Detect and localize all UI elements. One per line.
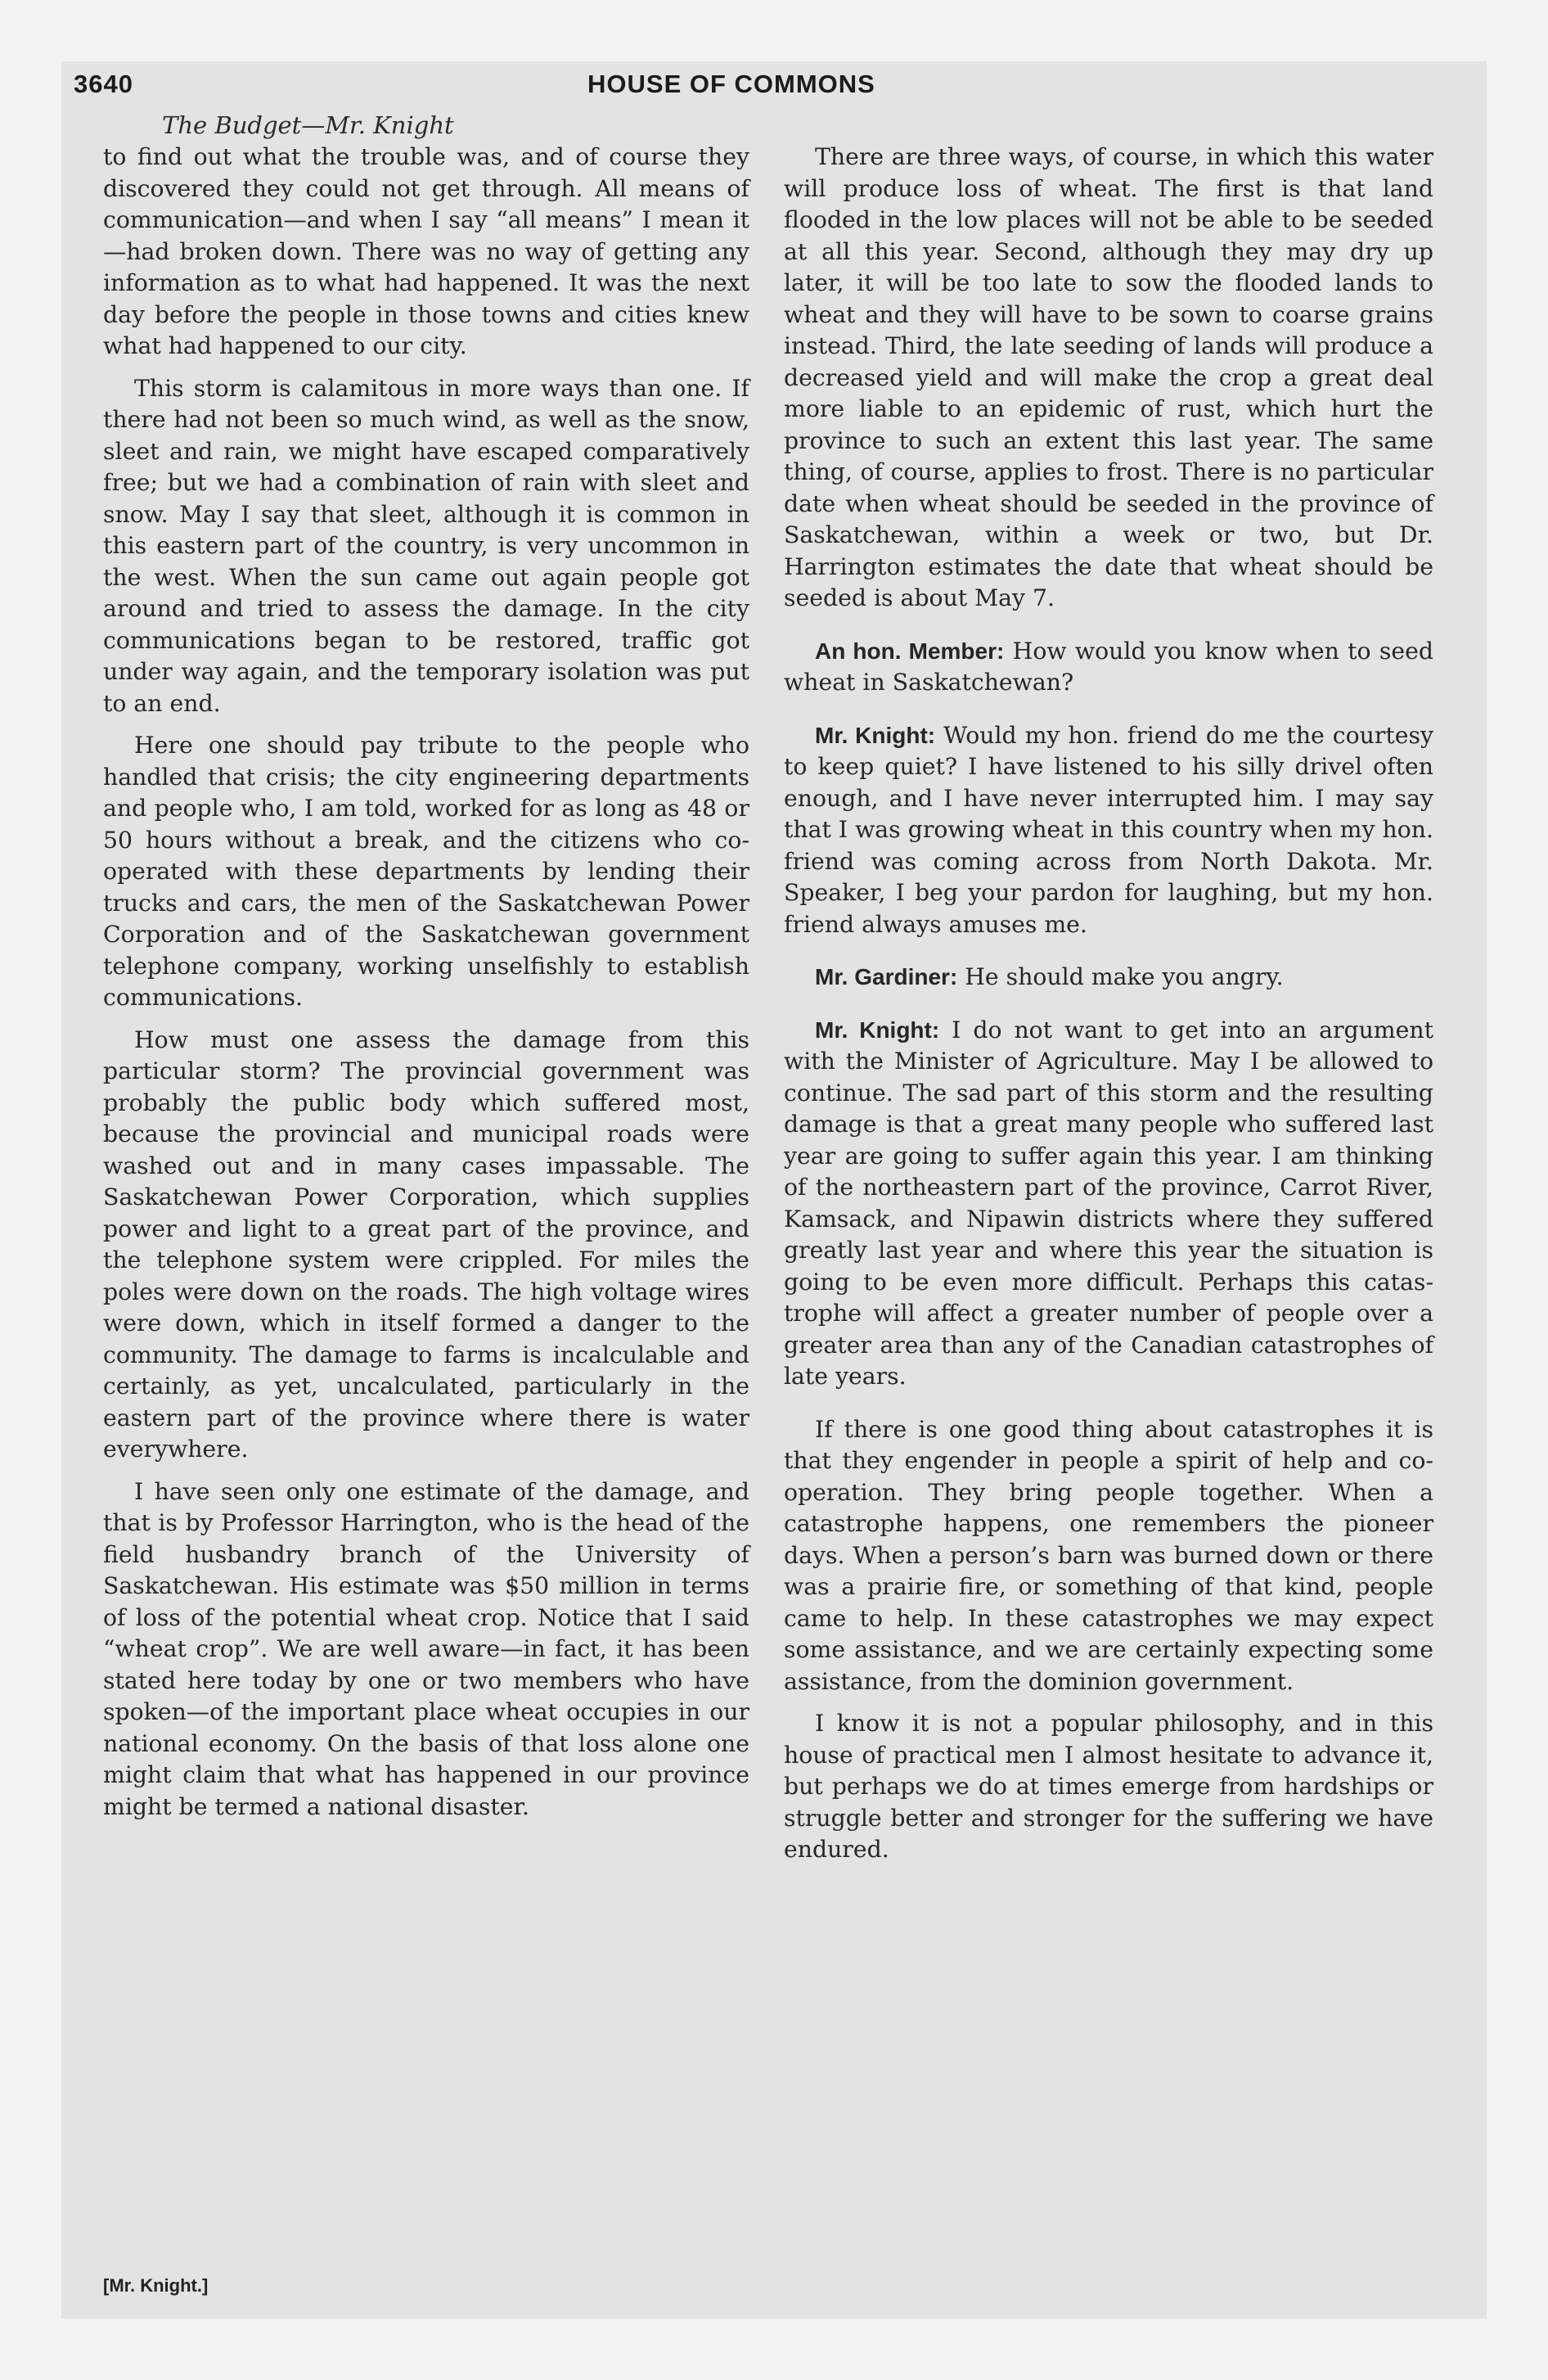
speaker-name: Mr. Knight: bbox=[815, 722, 936, 748]
right-column bbox=[784, 142, 1433, 1877]
speech-paragraph bbox=[784, 636, 1433, 699]
running-head: The Budget—Mr. Knight bbox=[162, 111, 454, 139]
paragraph: to find out what the trouble was, and of course they discovered they could not get through. All means of communication—and when I say “all means” I mean it—had broken down. There was no way of getting any information as to what had happened. It was the next day before the people in those towns and cities knew what had happened to our city. bbox=[103, 143, 749, 359]
paragraph: This storm is calamitous in more ways than one. If there had not been so much wind, as well as the snow, sleet and rain, we might have escaped comparatively free; but we had a combination of rain with sleet and snow. May I say that sleet, although it is common in this eastern part of the country, is very uncommon in the west. When the sun came out again people got around and tried to assess the damage. In the city communications began to be restored, traffic got under way again, and the temporary isolation was put to an end. bbox=[103, 374, 749, 717]
speech-text: Would my hon. friend do me the courtesy to keep quiet? I have listened to his silly drivel often enough, and I have never interrupted him. I may say that I was growing wheat in this country when my hon. friend was coming across from North Dakota. Mr. Speaker, I beg your pardon for laughing, but my hon. friend always amuses me. bbox=[784, 721, 1433, 938]
speech-text: I do not want to get into an argument with the Minister of Agriculture. May I be allowed to continue. The sad part of this storm and the resulting damage is that a great many people who suffered last year are going to suffer again this year. I am thinking of the northeastern part of the province, Carrot River, Kamsack, and Nipawin districts where they suffered greatly last year and where this year the situation is going to be even more difficult. Perhaps this catastrophe will affect a greater number of people over a greater area than any of the Canadian catastrophes of late years. bbox=[784, 1016, 1433, 1390]
paragraph: If there is one good thing about catastrophes it is that they engender in people a spirit of help and co-operation. They bring people together. When a catastrophe happens, one remembers the pioneer days. When a person’s barn was burned down or there was a prairie fire, or something of that kind, people came to help. In these catastrophes we may expect some assistance, and we are certainly expecting some assistance, from the dominion government. bbox=[784, 1415, 1433, 1695]
speech-text: How would you know when to seed wheat in Saskatchewan? bbox=[784, 637, 1433, 696]
speech-text: He should make you angry. bbox=[957, 963, 1284, 990]
left-column bbox=[103, 142, 749, 1833]
paragraph: I know it is not a popular philosophy, and in this house of practical men I almost hesitate to advance it, but perhaps we do at times emerge from hardships or struggle better and stronger for the suffering we have endured. bbox=[784, 1710, 1433, 1863]
speaker-name: Mr. Knight: bbox=[815, 1016, 940, 1043]
speech-paragraph bbox=[784, 1015, 1433, 1393]
publication-title: HOUSE OF COMMONS bbox=[587, 70, 875, 98]
page-header bbox=[74, 70, 1415, 110]
paragraph: There are three ways, of course, in which this water will produce loss of wheat. The first is that land flooded in the low places will not be able to be seeded at all this year. Second, although they may dry up later, it will be too late to sow the flooded lands to wheat and they will have to be sown to coarse grains instead. Third, the late seeding of lands will produce a decreased yield and will make the crop a great deal more liable to an epidemic of rust, which hurt the province to such an extent this last year. The same thing, of course, applies to frost. There is no particular date when wheat should be seeded in the province of Saskatchewan, within a week or two, but Dr. Harrington estimates the date that wheat should be seeded is about May 7. bbox=[784, 143, 1433, 611]
page-footer: [Mr. Knight.] bbox=[103, 2275, 209, 2296]
speech-paragraph bbox=[784, 720, 1433, 941]
paragraph: I have seen only one estimate of the damage, and that is by Professor Harrington, who is the head of the field husbandry branch of the University of Saskatchewan. His estimate was $50 million in terms of loss of the potential wheat crop. Notice that I said “wheat crop”. We are well aware—in fact, it has been stated here today by one or two members who have spoken—of the important place wheat occupies in our national economy. On the basis of that loss alone one might claim that what has happened in our province might be termed a national disaster. bbox=[103, 1477, 749, 1820]
speech-paragraph bbox=[784, 962, 1433, 994]
speaker-name: An hon. Member: bbox=[815, 638, 1005, 664]
speaker-name: Mr. Gardiner: bbox=[815, 964, 958, 989]
page-number: 3640 bbox=[74, 70, 133, 98]
paragraph: Here one should pay tribute to the people who handled that crisis; the city engineering departments and people who, I am told, worked for as long as 48 or 50 hours without a break, and the citizens who co-operated with these departments by lending their trucks and cars, the men of the Saskatchewan Power Corporation and of the Saskatchewan government telephone company, working unselfishly to establish communications. bbox=[103, 732, 749, 1011]
paragraph: How must one assess the damage from this particular storm? The provincial government was probably the public body which suffered most, because the provincial and municipal roads were washed out and in many cases impassable. The Saskatchewan Power Corporation, which supplies power and light to a great part of the province, and the telephone system were crippled. For miles the poles were down on the roads. The high voltage wires were down, which in itself formed a danger to the community. The damage to farms is incalculable and certainly, as yet, uncalculated, particularly in the eastern part of the province where there is water everywhere. bbox=[103, 1025, 749, 1463]
